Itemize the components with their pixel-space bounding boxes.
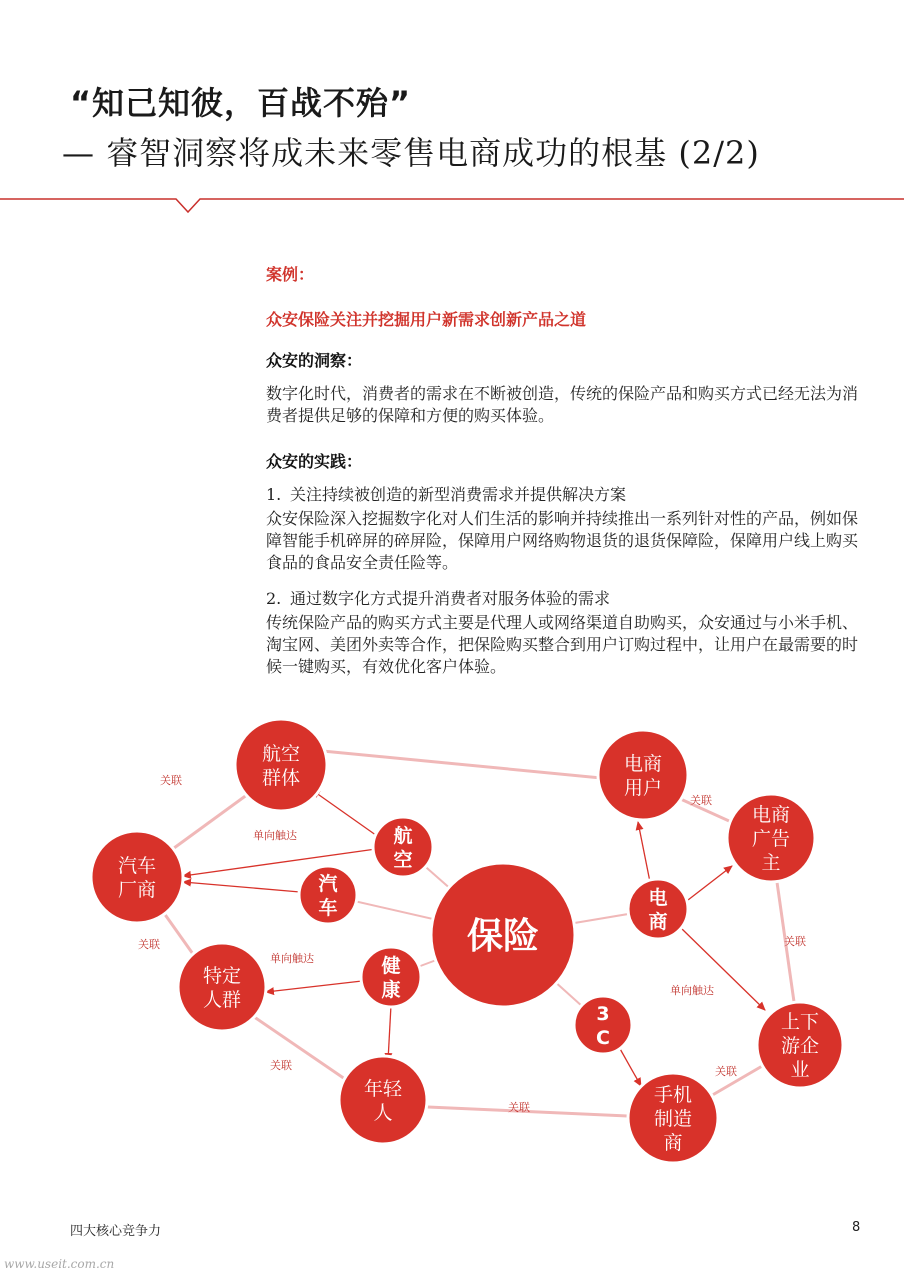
target-label: 上下 (780, 1011, 820, 1033)
target-label: 航空 (261, 743, 301, 765)
target-label: 人群 (202, 989, 242, 1011)
insight-heading: 众安的洞察： (266, 351, 363, 370)
one-way-label: 单向触达 (253, 829, 297, 842)
case-title: 众安保险关注并挖掘用户新需求创新产品之道 (266, 310, 587, 329)
hub-label: C (596, 1027, 610, 1049)
target-label: 制造 (653, 1108, 693, 1130)
target-label: 群体 (261, 767, 301, 789)
node-specific-group (178, 943, 266, 1031)
association-label: 关联 (160, 774, 182, 787)
insight-text: 数字化时代，消费者的需求在不断被创造，传统的保险产品和购买方式已经无法为消费者提供足够的保障和方便的购买体验。 (266, 384, 859, 425)
hub-label: 康 (381, 979, 401, 1001)
one-way-label: 单向触达 (670, 984, 714, 997)
target-label: 特定 (202, 965, 242, 987)
hub-label: 汽 (318, 873, 338, 895)
page-title: “知己知彼，百战不殆” (70, 84, 412, 122)
practice-item-body: 众安保险深入挖掘数字化对人们生活的影响并持续推出一系列针对性的产品，例如保障智能手机碎屏的碎屏险，保障用户网络购物退货的退货保障险，保障用户线上购买食品的食品安全责任险等。 (266, 509, 859, 572)
footer-section: 四大核心竞争力 (70, 1224, 162, 1239)
hub-label: 3 (596, 1003, 610, 1025)
insurance-network-diagram (0, 700, 904, 1180)
practice-item-number: 1. (266, 485, 282, 504)
target-label: 年轻 (363, 1078, 403, 1100)
practice-item-title (266, 588, 870, 610)
target-label: 电商 (623, 753, 663, 775)
association-label: 关联 (715, 1065, 737, 1078)
association-label: 关联 (270, 1059, 292, 1072)
case-study (266, 262, 870, 692)
practice-item-title (266, 484, 870, 506)
case-label: 案例： (266, 265, 315, 284)
target-label: 业 (790, 1059, 810, 1081)
hub-label: 车 (318, 897, 338, 919)
target-label: 手机 (653, 1084, 693, 1106)
header-divider (0, 183, 904, 223)
link-aviation-ecomusers (281, 747, 643, 782)
practice-item-body: 传统保险产品的购买方式主要是代理人或网络渠道自助购买，众安通过与小米手机、淘宝网、美团外卖等合作，把保险购买整合到用户订购过程中，让用户在最需要的时候一键购买，有效优化客户体验。 (266, 613, 859, 676)
center-label: 保险 (466, 916, 540, 957)
practice-heading: 众安的实践： (266, 452, 363, 471)
target-label: 商 (663, 1132, 683, 1154)
hub-label: 航 (393, 825, 413, 847)
node-young-people (339, 1056, 427, 1144)
target-label: 厂商 (117, 879, 157, 901)
target-label: 主 (761, 852, 781, 874)
association-label: 关联 (508, 1101, 530, 1114)
one-way-label: 单向触达 (270, 952, 314, 965)
page-subtitle: — 睿智洞察将成未来零售电商成功的根基 (2/2) (62, 134, 760, 172)
node-ecom-users (598, 730, 688, 820)
watermark: www.useit.com.cn (4, 1257, 115, 1271)
association-label: 关联 (784, 935, 806, 948)
hub-label: 电 (648, 887, 668, 909)
hub-label: 空 (393, 849, 413, 871)
node-car-maker (91, 831, 183, 923)
target-label: 汽车 (117, 855, 157, 877)
target-label: 用户 (623, 777, 663, 799)
association-label: 关联 (690, 794, 712, 807)
practice-item-heading: 关注持续被创造的新型消费需求并提供解决方案 (290, 485, 627, 504)
practice-item-number: 2. (266, 589, 282, 608)
page-number: 8 (852, 1220, 861, 1235)
node-aviation-group (235, 719, 327, 811)
target-label: 游企 (780, 1035, 820, 1057)
target-label: 人 (373, 1102, 393, 1124)
hub-label: 健 (381, 955, 401, 977)
practice-item-heading: 通过数字化方式提升消费者对服务体验的需求 (290, 589, 611, 608)
association-label: 关联 (138, 938, 160, 951)
hub-label: 商 (648, 911, 668, 933)
target-label: 电商 (751, 804, 791, 826)
target-label: 广告 (751, 828, 791, 850)
